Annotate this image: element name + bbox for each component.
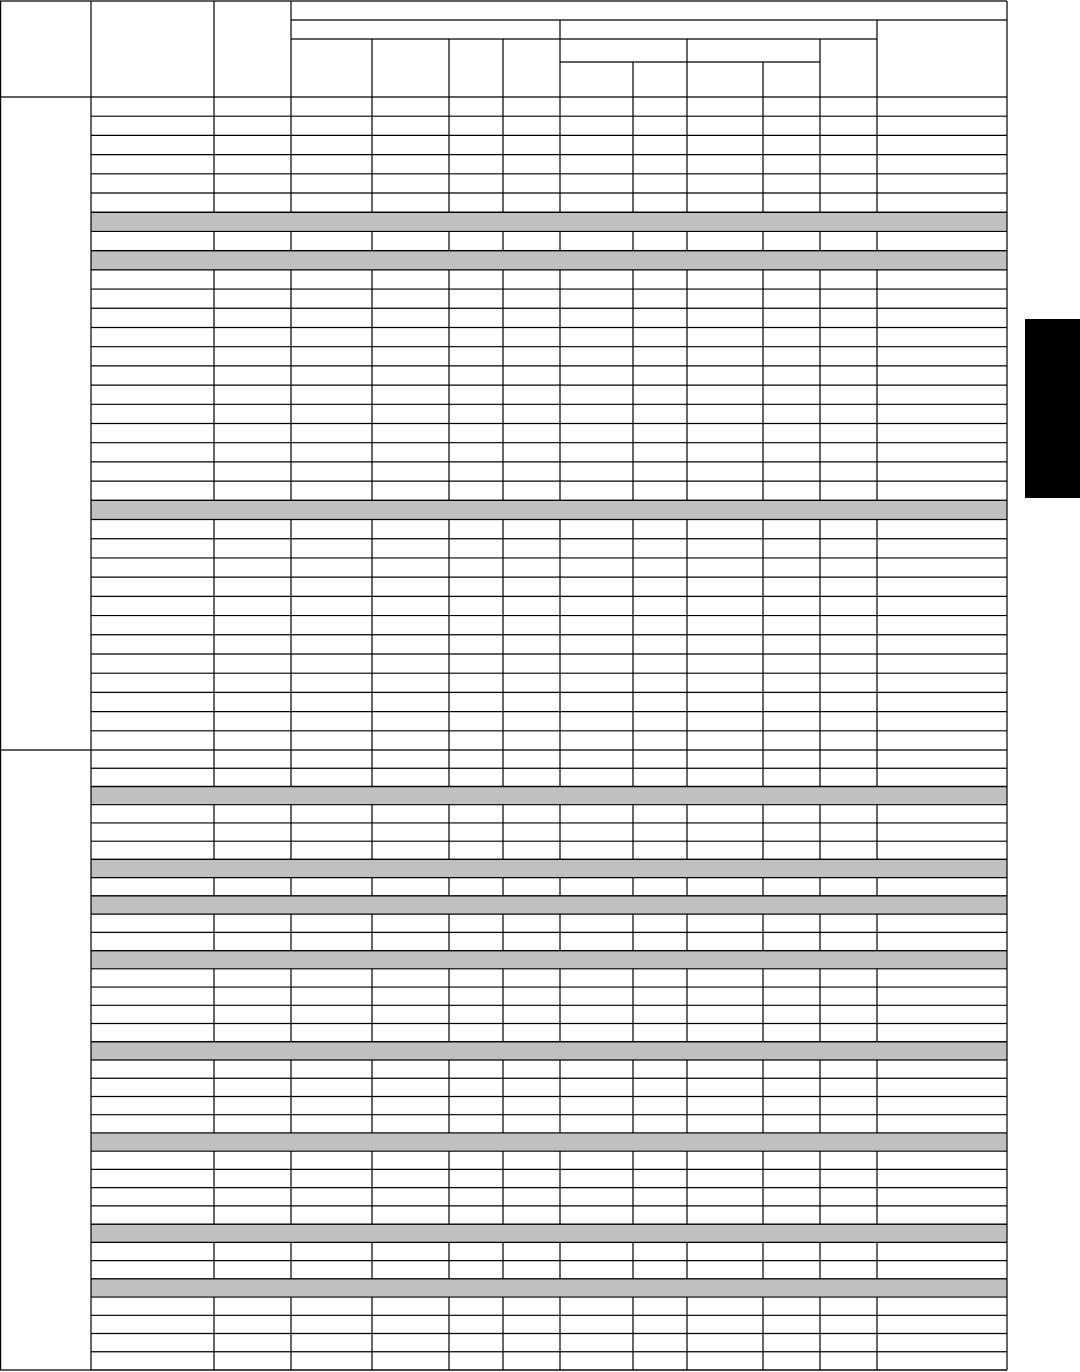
section-band <box>91 1279 1007 1297</box>
section-band <box>91 1133 1007 1151</box>
section-band <box>91 500 1007 519</box>
section-band <box>91 786 1007 804</box>
section-band <box>91 212 1007 231</box>
section-bands <box>91 212 1007 1297</box>
section-side-tab <box>1025 319 1080 498</box>
section-band <box>91 951 1007 969</box>
section-band <box>91 1224 1007 1242</box>
section-band <box>91 859 1007 877</box>
section-band <box>91 896 1007 914</box>
section-band <box>91 251 1007 270</box>
section-band <box>91 1042 1007 1060</box>
table-grid <box>0 1 1007 1370</box>
